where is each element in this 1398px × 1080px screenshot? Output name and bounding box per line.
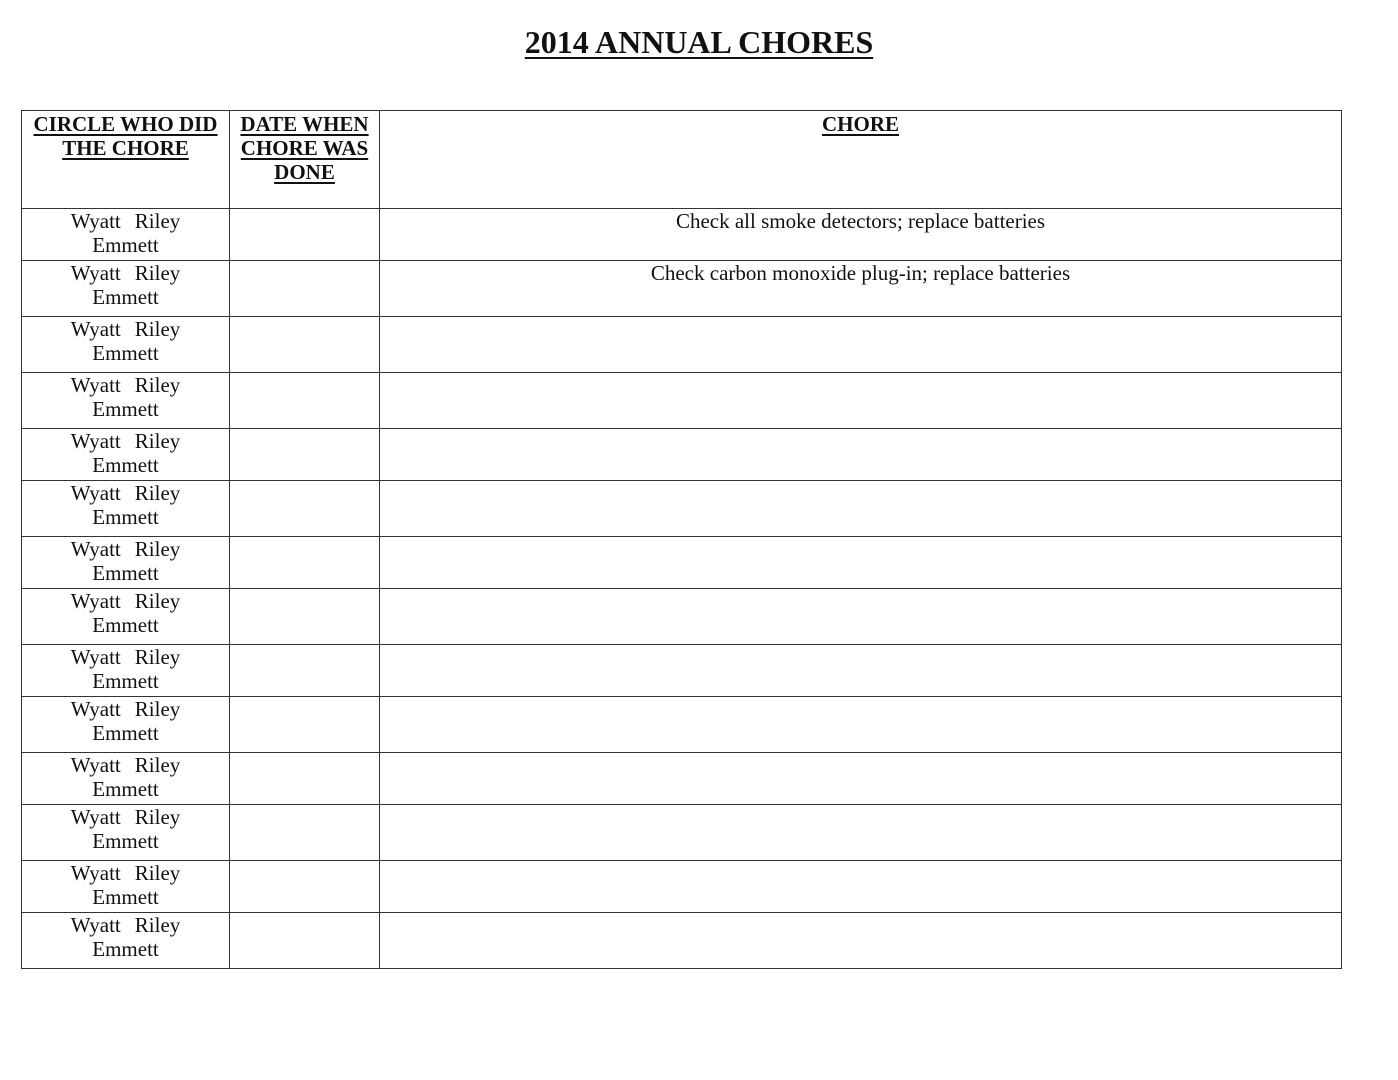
chore-cell[interactable]: Check carbon monoxide plug-in; replace batteries [380,261,1342,317]
name-option-second[interactable]: Riley [134,697,181,721]
who-cell[interactable] [22,537,230,589]
header-chore [380,111,1342,209]
date-cell[interactable] [230,753,380,805]
chore-cell[interactable] [380,537,1342,589]
name-option-third[interactable]: Emmett [92,937,159,961]
name-option-first[interactable]: Wyatt [70,697,121,721]
chore-cell[interactable] [380,481,1342,537]
table-row [22,645,1342,697]
table-row [22,913,1342,969]
name-option-second[interactable]: Riley [134,209,181,233]
date-cell[interactable] [230,209,380,261]
table-row [22,753,1342,805]
name-option-first[interactable]: Wyatt [70,537,121,561]
who-cell[interactable] [22,429,230,481]
date-cell[interactable] [230,481,380,537]
table-row [22,537,1342,589]
chores-body [22,209,1342,969]
who-cell[interactable] [22,481,230,537]
who-cell[interactable] [22,753,230,805]
chore-cell[interactable] [380,373,1342,429]
date-cell[interactable] [230,645,380,697]
name-options [22,589,229,637]
name-option-second[interactable]: Riley [134,753,181,777]
name-options [22,373,229,421]
table-row [22,861,1342,913]
date-cell[interactable] [230,537,380,589]
who-cell[interactable] [22,589,230,645]
chores-table [21,110,1342,969]
who-cell[interactable] [22,209,230,261]
header-who [22,111,230,209]
name-options [22,429,229,477]
name-option-first[interactable]: Wyatt [70,589,121,613]
date-cell[interactable] [230,805,380,861]
chore-cell[interactable]: Check all smoke detectors; replace batteries [380,209,1342,261]
name-option-first[interactable]: Wyatt [70,913,121,937]
name-option-third[interactable]: Emmett [92,721,159,745]
table-row [22,589,1342,645]
header-row [22,111,1342,209]
chore-cell[interactable] [380,317,1342,373]
table-row [22,805,1342,861]
who-cell[interactable] [22,805,230,861]
name-option-second[interactable]: Riley [134,913,181,937]
name-option-second[interactable]: Riley [134,429,181,453]
name-option-first[interactable]: Wyatt [70,429,121,453]
name-option-third[interactable]: Emmett [92,233,159,257]
chore-cell[interactable] [380,753,1342,805]
date-cell[interactable] [230,861,380,913]
name-option-third[interactable]: Emmett [92,341,159,365]
name-options [22,805,229,853]
name-option-second[interactable]: Riley [134,861,181,885]
name-options [22,209,229,257]
name-option-first[interactable]: Wyatt [70,805,121,829]
name-option-third[interactable]: Emmett [92,885,159,909]
name-options [22,645,229,693]
date-cell[interactable] [230,429,380,481]
table-row [22,209,1342,261]
chore-cell[interactable] [380,429,1342,481]
name-option-first[interactable]: Wyatt [70,753,121,777]
header-who-label: CIRCLE WHO DID THE CHORE [33,112,218,160]
name-option-first[interactable]: Wyatt [70,209,121,233]
name-option-third[interactable]: Emmett [92,613,159,637]
table-row [22,429,1342,481]
name-options [22,317,229,365]
name-option-second[interactable]: Riley [134,373,181,397]
name-option-first[interactable]: Wyatt [70,645,121,669]
name-option-second[interactable]: Riley [134,261,181,285]
chore-cell[interactable] [380,913,1342,969]
date-cell[interactable] [230,697,380,753]
name-option-second[interactable]: Riley [134,589,181,613]
name-options [22,913,229,961]
name-option-first[interactable]: Wyatt [70,261,121,285]
name-option-third[interactable]: Emmett [92,505,159,529]
date-cell[interactable] [230,589,380,645]
name-option-first[interactable]: Wyatt [70,861,121,885]
who-cell[interactable] [22,697,230,753]
header-chore-label: CHORE [821,112,899,136]
table-row [22,481,1342,537]
who-cell[interactable] [22,913,230,969]
name-option-third[interactable]: Emmett [92,777,159,801]
name-option-second[interactable]: Riley [134,805,181,829]
name-options [22,537,229,585]
who-cell[interactable] [22,317,230,373]
table-row [22,373,1342,429]
name-options [22,697,229,745]
name-option-first[interactable]: Wyatt [70,373,121,397]
chore-cell[interactable] [380,805,1342,861]
table-row [22,317,1342,373]
name-option-second[interactable]: Riley [134,537,181,561]
who-cell[interactable] [22,861,230,913]
name-option-first[interactable]: Wyatt [70,317,121,341]
date-cell[interactable] [230,317,380,373]
name-options [22,261,229,309]
chore-cell[interactable] [380,645,1342,697]
name-option-third[interactable]: Emmett [92,453,159,477]
date-cell[interactable] [230,913,380,969]
name-options [22,753,229,801]
name-option-second[interactable]: Riley [134,317,181,341]
name-option-first[interactable]: Wyatt [70,481,121,505]
name-option-third[interactable]: Emmett [92,561,159,585]
name-option-second[interactable]: Riley [134,481,181,505]
who-cell[interactable] [22,645,230,697]
table-row [22,261,1342,317]
name-option-third[interactable]: Emmett [92,829,159,853]
name-options [22,481,229,529]
header-date [230,111,380,209]
name-option-third[interactable]: Emmett [92,397,159,421]
chore-cell[interactable] [380,589,1342,645]
who-cell[interactable] [22,261,230,317]
name-options [22,861,229,909]
date-cell[interactable] [230,261,380,317]
name-option-third[interactable]: Emmett [92,285,159,309]
header-date-label: DATE WHEN CHORE WAS DONE [240,112,369,184]
page-title: 2014 ANNUAL CHORES [524,24,874,60]
date-cell[interactable] [230,373,380,429]
who-cell[interactable] [22,373,230,429]
chore-cell[interactable] [380,861,1342,913]
name-option-second[interactable]: Riley [134,645,181,669]
name-option-third[interactable]: Emmett [92,669,159,693]
table-row [22,697,1342,753]
chore-cell[interactable] [380,697,1342,753]
